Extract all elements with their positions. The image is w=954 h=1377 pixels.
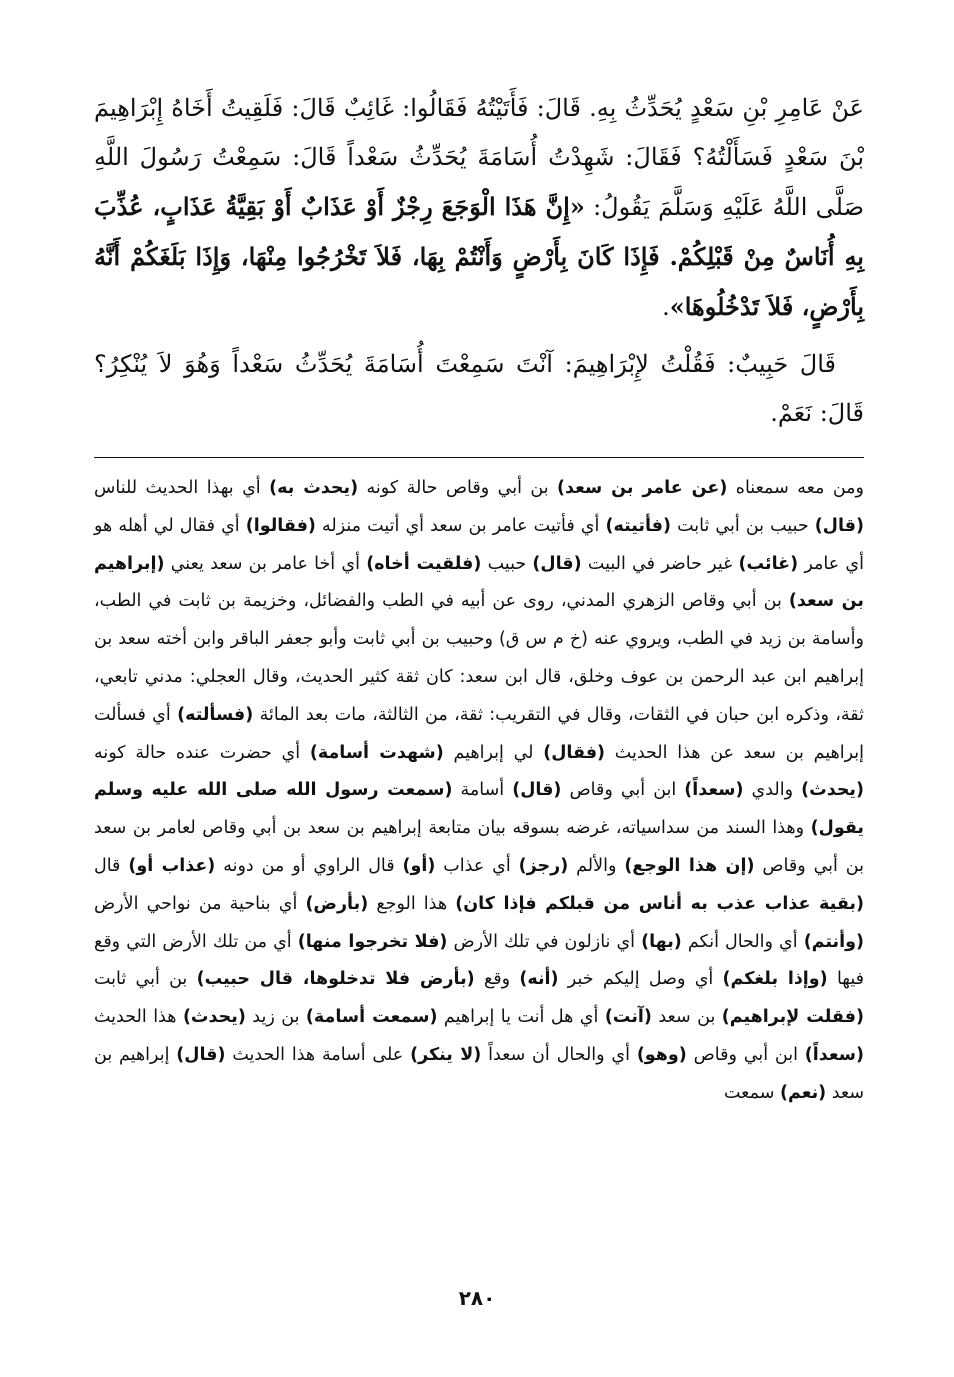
commentary-quoted-phrase: (فلا تخرجوا منها) xyxy=(297,931,448,952)
commentary-quoted-phrase: (بأرض فلا تدخلوها، قال حبيب) xyxy=(196,969,475,990)
commentary-segment: أي أخا عامر بن سعد يعني xyxy=(164,553,367,574)
commentary-segment: أي عذاب xyxy=(435,855,519,876)
commentary-quoted-phrase: (يحدث به) xyxy=(269,478,359,498)
commentary-quoted-phrase: (يحدث) xyxy=(801,780,864,801)
commentary-quoted-phrase: (شهدت أسامة) xyxy=(309,742,444,763)
commentary-segment: أي نازلون في تلك الأرض xyxy=(447,931,642,952)
commentary-quoted-phrase: (قال) xyxy=(532,553,582,574)
commentary-quoted-phrase: (قال) xyxy=(814,515,864,536)
commentary-quoted-phrase: (إبراهيم بن سعد) xyxy=(94,553,864,612)
commentary-quoted-phrase: (بها) xyxy=(641,931,682,952)
commentary-segment: هذا الوجع xyxy=(368,893,456,914)
commentary-quoted-phrase: (غائب) xyxy=(738,553,799,574)
commentary-segment: أي حضرت عنده حالة كونه xyxy=(94,742,310,763)
commentary-quoted-phrase: (عذاب أو) xyxy=(128,855,216,876)
commentary-segment: إبراهيم بن سعد xyxy=(94,1044,864,1103)
commentary-segment: وهذا السند من سداسياته، غرضه بسوقه بيان متابعة إبراهيم بن سعد بن أبي وقاص لعامر بن سعد بن أبي وقاص xyxy=(94,818,865,876)
commentary-text xyxy=(94,470,864,1113)
commentary-segment: والألم xyxy=(568,855,625,876)
commentary-segment: أسامة xyxy=(452,780,513,801)
commentary-quoted-phrase: (عن عامر بن سعد) xyxy=(557,478,728,498)
commentary-quoted-phrase: (فقال) xyxy=(543,742,606,763)
commentary-quoted-phrase: (إن هذا الوجع) xyxy=(624,855,755,876)
hadith-main-text xyxy=(94,84,864,438)
commentary-quoted-phrase: (أو) xyxy=(402,855,436,876)
commentary-segment: ابن أبي وقاص xyxy=(561,780,685,801)
commentary-quoted-phrase: (فلقيت أخاه) xyxy=(366,553,482,574)
commentary-segment: ومن معه سمعناه xyxy=(727,478,864,498)
commentary-segment: أي بهذا الحديث للناس xyxy=(94,478,270,498)
commentary-segment: على أسامة هذا الحديث xyxy=(225,1044,411,1065)
commentary-segment: أي هل أنت يا إبراهيم xyxy=(437,1007,605,1028)
commentary-segment: حبيب بن أبي ثابت xyxy=(670,515,815,536)
commentary-segment: أي والحال أنكم xyxy=(681,931,804,952)
commentary-quoted-phrase: (سعداً) xyxy=(684,780,744,801)
commentary-quoted-phrase: (فسألته) xyxy=(177,704,254,725)
commentary-quoted-phrase: (بأرض) xyxy=(305,893,369,914)
commentary-segment: أي بناحية من نواحي الأرض xyxy=(94,893,306,914)
commentary-segment: غير حاضر في البيت xyxy=(581,553,739,574)
commentary-quoted-phrase: (يحدث) xyxy=(182,1007,246,1028)
habib-question-paragraph: قَالَ حَبِيبٌ: فَقُلْتُ لإِبْرَاهِيمَ: آنْتَ سَمِعْتَ أُسَامَةَ يُحَدِّثُ سَعْداً وَهُوَ لاَ يُنْكِرُ؟ قَالَ: نَعَمْ. xyxy=(94,350,864,427)
commentary-quoted-phrase: (نعم) xyxy=(779,1082,827,1103)
commentary-quoted-phrase: (وهو) xyxy=(636,1044,687,1065)
commentary-quoted-phrase: (بقية عذاب عذب به أناس من قبلكم فإذا كان) xyxy=(455,893,864,914)
hadith-paragraph xyxy=(94,84,864,332)
commentary-segment: بن أبي وقاص الزهري المدني، روى عن أبيه في الطب والفضائل، وخزيمة بن ثابت في الطب، وأسامة بن زيد في الطب، ويروي عنه (خ م س ق) وحبيب بن أبي ثابت وأبو جعفر الباقر وابن أخته سعد بن إبراهيم ابن عبد الرحمن بن عوف وخلق، قال ابن سعد: كان ثقة كثير الحديث، وقال العجلي: مدني تابعي، ثقة، وذكره ابن حبان في الثقات، وقال في التقريب: ثقة، من الثالثة، مات بعد المائة xyxy=(94,591,864,725)
commentary-segment: قال xyxy=(94,855,129,876)
commentary-segment: وقع xyxy=(474,969,520,990)
commentary-segment: سمعت xyxy=(723,1082,780,1103)
hadith-quote: «إِنَّ هَذَا الْوَجَعَ رِجْزٌ أَوْ عَذَابٌ أَوْ بَقِيَّةُ عَذَابٍ، عُذِّبَ بِهِ أُنَاسٌ مِنْ قَبْلِكُمْ. فَإِذَا كَانَ بِأَرْضٍ وَأَنْتُمْ بِهَا، فَلاَ تَخْرُجُوا مِنْهَا، وَإِذَا بَلَغَكُمْ أَنَّهُ بِأَرْضٍ، فَلاَ تَدْخُلُوهَا» xyxy=(94,192,864,321)
commentary-segment: أي والحال أن سعداً xyxy=(481,1044,637,1065)
commentary-quoted-phrase: (فقلت لإبراهيم) xyxy=(721,1007,864,1028)
hadith-chain-text: عَنْ عَامِرِ بْنِ سَعْدٍ يُحَدِّثُ بِهِ. قَالَ: فَأَتَيْتُهُ فَقَالُوا: غَائِبٌ قَالَ: فَلَقِيتُ أَخَاهُ إِبْرَاهِيمَ بْنَ سَعْدٍ فَسَأَلْتُهُ؟ فَقَالَ: شَهِدْتُ أُسَامَةَ يُحَدِّثُ سَعْداً قَالَ: سَمِعْتُ رَسُولَ اللَّهِ صَلَّى اللَّهُ عَلَيْهِ وَسَلَّمَ يَقُولُ: xyxy=(94,94,864,221)
commentary-segment: بن سعد xyxy=(651,1007,722,1028)
commentary-segment: لي إبراهيم xyxy=(443,742,544,763)
commentary-quoted-phrase: (سمعت أسامة) xyxy=(305,1007,438,1028)
commentary-segment: أي وصل إليكم خبر xyxy=(558,969,723,990)
commentary-segment: أي من تلك الأرض التي وقع فيها xyxy=(94,931,864,990)
commentary-quoted-phrase: (فقالوا) xyxy=(245,515,316,536)
commentary-segment: بن أبي ثابت xyxy=(94,969,197,990)
commentary-quoted-phrase: (قال) xyxy=(176,1044,226,1065)
commentary-segment: أي فسألت إبراهيم بن سعد عن هذا الحديث xyxy=(94,704,864,763)
commentary-paragraph xyxy=(94,470,864,1113)
commentary-quoted-phrase: (لا ينكر) xyxy=(410,1044,482,1065)
commentary-segment: أي فقال لي أهله هو أي عامر xyxy=(94,515,864,574)
commentary-segment: والدي xyxy=(743,780,802,801)
commentary-quoted-phrase: (سعداً) xyxy=(804,1044,864,1065)
hadith-end-punctuation: . xyxy=(662,293,670,321)
commentary-segment: قال الراوي أو من دونه xyxy=(215,855,403,876)
commentary-quoted-phrase: (أنه) xyxy=(519,969,559,990)
commentary-segment: بن زيد xyxy=(245,1007,306,1028)
commentary-quoted-phrase: (وإذا بلغكم) xyxy=(722,969,828,990)
commentary-segment: ابن أبي وقاص xyxy=(686,1044,805,1065)
commentary-quoted-phrase: (رجز) xyxy=(518,855,569,876)
commentary-quoted-phrase: (قال) xyxy=(512,780,562,801)
page-number: ٢٨٠ xyxy=(458,1286,496,1310)
commentary-segment: هذا الحديث xyxy=(94,1007,183,1028)
commentary-quoted-phrase: (آنت) xyxy=(604,1007,652,1028)
commentary-quoted-phrase: (وأنتم) xyxy=(803,931,864,952)
commentary-quoted-phrase: (فأتيته) xyxy=(605,515,671,536)
commentary-quoted-phrase: (سمعت رسول الله صلى الله عليه وسلم يقول) xyxy=(94,780,864,839)
commentary-segment: بن أبي وقاص حالة كونه xyxy=(358,478,558,498)
commentary-segment: أي فأتيت عامر بن سعد أي أتيت منزله xyxy=(315,515,606,536)
commentary-segment: حبيب xyxy=(481,553,533,574)
footnote-divider xyxy=(94,457,864,458)
